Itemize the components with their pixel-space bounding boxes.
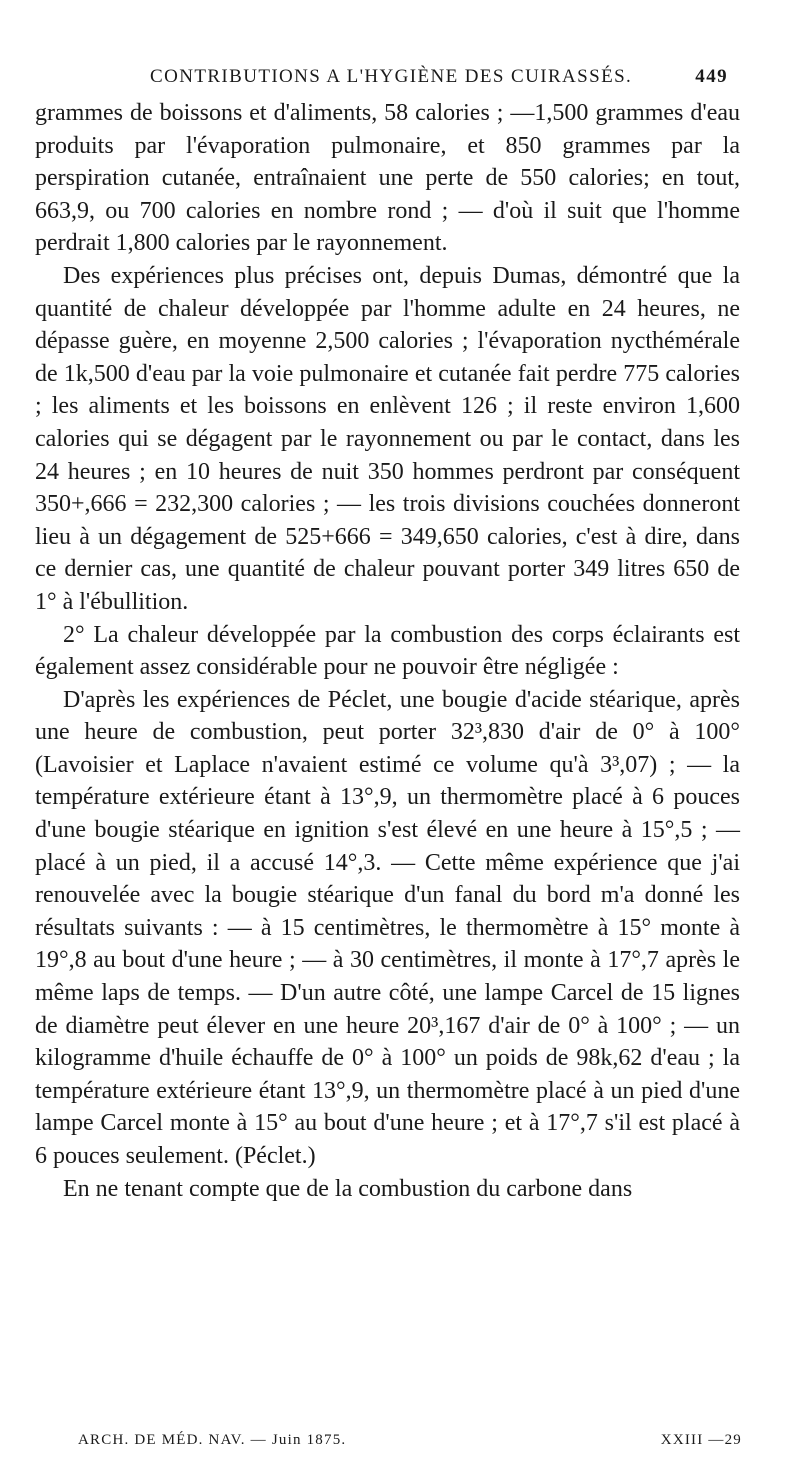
running-title: CONTRIBUTIONS A L'HYGIÈNE DES CUIRASSÉS. <box>150 66 633 87</box>
page-number: 449 <box>695 66 728 87</box>
body-text <box>35 97 740 1205</box>
page-footer <box>78 1432 742 1456</box>
footer-signature-mark: XXIII —29 <box>660 1432 742 1448</box>
paragraph-continuation: grammes de boissons et d'aliments, 58 calories ; —1,500 grammes d'eau produits par l'évaporation pulmonaire, et 850 grammes par la perspiration cutanée, entraînaient une perte de 550 calories; en tout, 663,9, ou 700 calories en nombre rond ; — d'où il suit que l'homme perdrait 1,800 calories par le rayonnement. <box>35 100 740 257</box>
page-header <box>150 66 728 92</box>
paragraph: En ne tenant compte que de la combustion du carbone dans <box>63 1175 633 1202</box>
paragraph: Des expériences plus précises ont, depuis Dumas, démontré que la quantité de chaleur développée par l'homme adulte en 24 heures, ne dépasse guère, en moyenne 2,500 calories ; l'évaporation nycthémérale de 1k,500 d'eau par la voie pulmonaire et cutanée fait perdre 775 calories ; les aliments et les boissons en enlèvent 126 ; il reste environ 1,600 calories qui se dégagent par le rayonnement ou par le contact, dans les 24 heures ; en 10 heures de nuit 350 hommes perdront par conséquent 350+,666 = 232,300 calories ; — les trois divisions couchées donneront lieu à un dégagement de 525+666 = 349,650 calories, c'est à dire, dans ce dernier cas, une quantité de chaleur pouvant porter 349 litres 650 de 1° à l'ébullition. <box>35 262 740 615</box>
paragraph: D'après les expériences de Péclet, une bougie d'acide stéarique, après une heure de combustion, peut porter 32³,830 d'air de 0° à 100° (Lavoisier et Laplace n'avaient estimé ce volume qu'à 3³,07) ; — la température extérieure étant à 13°,9, un thermomètre placé à 6 pouces d'une bougie stéarique en ignition s'est élevé en une heure à 15°,5 ; — placé à un pied, il a accusé 14°,3. — Cette même expérience que j'ai renouvelée avec la bougie stéarique d'un fanal du bord m'a donné les résultats suivants : — à 15 centimètres, le thermomètre à 15° monte à 19°,8 au bout d'une heure ; — à 30 centimètres, il monte à 17°,7 après le même laps de temps. — D'un autre côté, une lampe Carcel de 15 lignes de diamètre peut élever en une heure 20³,167 d'air de 0° à 100° ; — un kilogramme d'huile échauffe de 0° à 100° un poids de 98k,62 d'eau ; la température extérieure étant 13°,9, un thermomètre placé à un pied d'une lampe Carcel monte à 15° au bout d'une heure ; et à 17°,7 s'il est placé à 6 pouces seulement. (Péclet.) <box>35 686 740 1169</box>
footer-journal-reference: ARCH. DE MÉD. NAV. — Juin 1875. <box>78 1432 347 1448</box>
paragraph: 2° La chaleur développée par la combustion des corps éclairants est également assez considérable pour ne pouvoir être négligée : <box>35 621 740 681</box>
